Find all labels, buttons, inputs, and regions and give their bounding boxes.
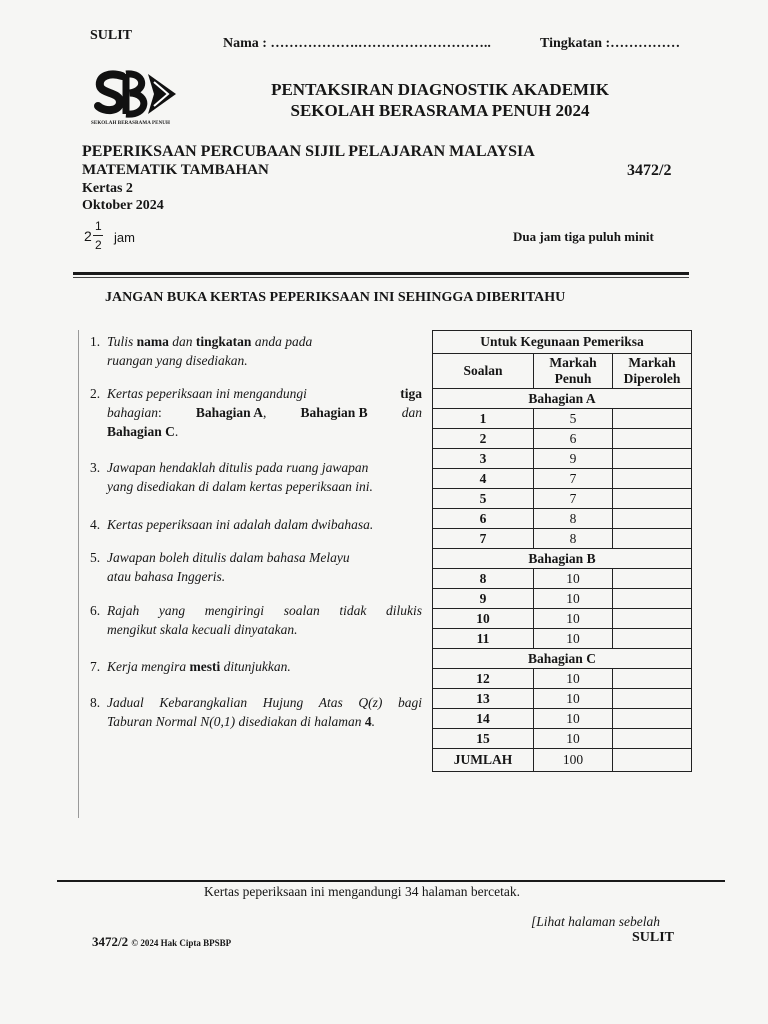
instruction-text: yang disediakan di dalam kertas peperiksaan ini. [107,479,373,494]
instruction-text: Jadual Kebarangkalian Hujung Atas Q(z) bagi [107,695,422,710]
marks-obtained-cell[interactable] [613,489,692,509]
duration-numerator: 1 [95,219,102,233]
table-title-row [433,331,692,354]
footer-divider [57,880,725,882]
classification-bottom: SULIT [632,930,675,945]
page-count-note: Kertas peperiksaan ini mengandungi 34 halaman bercetak. [204,884,521,899]
table-row [433,449,692,469]
marks-table-body [433,331,692,772]
logo-caption: SEKOLAH BERASRAMA PENUH [91,121,170,126]
section-label: Bahagian B [433,549,692,569]
turn-page-note: [Lihat halaman sebelah [531,914,661,929]
instruction-number: 3. [90,460,101,475]
full-marks: 10 [534,589,613,609]
examiner-marks-table [432,330,692,772]
margin-line [78,330,79,818]
paper-code: 3472/2 [627,162,672,179]
instruction-text: Jawapan hendaklah ditulis pada ruang jawapan [107,460,369,475]
instruction-text: Kertas peperiksaan ini adalah dalam dwibahasa. [107,517,374,532]
instruction-number: 6. [90,603,101,618]
instruction-bold: 4 [364,714,372,729]
section-row [433,649,692,669]
question-number: 11 [433,629,534,649]
header-soalan: Soalan [433,354,534,389]
section-row [433,389,692,409]
total-obtained-cell[interactable] [613,749,692,772]
table-row [433,429,692,449]
instruction-text: Kertas peperiksaan ini mengandungi [107,386,307,401]
table-row [433,569,692,589]
duration-words: Dua jam tiga puluh minit [513,229,654,244]
full-marks: 10 [534,569,613,589]
question-number: 2 [433,429,534,449]
table-row [433,709,692,729]
question-number: 4 [433,469,534,489]
section-row [433,549,692,569]
question-number: 8 [433,569,534,589]
instruction-number: 4. [90,517,101,532]
instruction-number: 7. [90,659,101,674]
header-divider [73,272,689,275]
full-marks: 10 [534,609,613,629]
total-label: JUMLAH [433,749,534,772]
instruction-bold: tiga [400,386,422,401]
instruction-text: bahagian [107,405,159,420]
name-field-label: Nama : ……………….……………………….. [223,36,491,51]
instruction-text: dan [401,405,422,420]
instruction-text: atau bahasa Inggeris. [107,569,226,584]
exam-date: Oktober 2024 [82,198,164,213]
full-marks: 7 [534,489,613,509]
table-row [433,489,692,509]
full-marks: 9 [534,449,613,469]
duration-unit: jam [114,230,135,245]
question-number: 14 [433,709,534,729]
instruction-2: 2. Kertas peperiksaan ini mengandungi tiga bahagian: Bahagian A, Bahagian B dan Bahagian C. [90,386,422,439]
instruction-text: Taburan Normal N(0,1) disediakan di halaman [107,714,365,729]
question-number: 13 [433,689,534,709]
footer-paper-code: 3472/2 [92,934,129,949]
footer-code [92,934,231,950]
question-number: 6 [433,509,534,529]
instruction-6 [90,601,422,639]
marks-obtained-cell[interactable] [613,589,692,609]
header-markah-diperoleh: Markah Diperoleh [613,354,692,389]
table-row [433,529,692,549]
instruction-text: dan [168,334,196,349]
instruction-text: mengikut skala kecuali dinyatakan. [107,622,298,637]
instruction-bold: Bahagian A [195,405,264,420]
instruction-3 [90,458,422,496]
marks-obtained-cell[interactable] [613,709,692,729]
subject-name: MATEMATIK TAMBAHAN [82,162,269,178]
marks-obtained-cell[interactable] [613,429,692,449]
copyright: © 2024 Hak Cipta BPSBP [131,938,232,948]
marks-obtained-cell[interactable] [613,409,692,429]
question-number: 7 [433,529,534,549]
marks-obtained-cell[interactable] [613,469,692,489]
section-label: Bahagian C [433,649,692,669]
instruction-5 [90,548,422,586]
duration-whole: 2 [84,228,92,244]
full-marks: 8 [534,529,613,549]
table-row [433,509,692,529]
full-marks: 10 [534,669,613,689]
instruction-7 [90,657,422,676]
marks-obtained-cell[interactable] [613,569,692,589]
table-row [433,729,692,749]
question-number: 10 [433,609,534,629]
instruction-number: 2. [90,386,101,401]
instruction-number: 8. [90,695,101,710]
table-row [433,689,692,709]
full-marks: 5 [534,409,613,429]
instruction-text: Jawapan boleh ditulis dalam bahasa Melayu [107,550,350,565]
classification-top: SULIT [90,28,133,43]
header-markah-penuh: Markah Penuh [534,354,613,389]
instruction-1 [90,332,422,370]
instruction-text: ruangan yang disediakan. [107,353,248,368]
question-number: 3 [433,449,534,469]
question-number: 12 [433,669,534,689]
instruction-text: Kerja mengira [107,659,190,674]
marks-obtained-cell[interactable] [613,609,692,629]
table-title: Untuk Kegunaan Pemeriksa [433,331,692,354]
form-field-label: Tingkatan :…………… [540,36,681,51]
question-number: 15 [433,729,534,749]
marks-obtained-cell[interactable] [613,629,692,649]
section-label: Bahagian A [433,389,692,409]
marks-obtained-cell[interactable] [613,449,692,469]
full-marks: 10 [534,689,613,709]
full-marks: 6 [534,429,613,449]
instruction-text: Rajah yang mengiringi soalan tidak dilukis [107,603,422,618]
instruction-text: . [371,714,376,729]
table-header-row [433,354,692,389]
duration-fraction [84,219,135,255]
instruction-8 [90,693,422,731]
table-row [433,409,692,429]
instruction-4 [90,515,422,534]
instruction-text: ditunjukkan. [220,659,291,674]
table-row [433,609,692,629]
full-marks: 10 [534,629,613,649]
marks-obtained-cell[interactable] [613,509,692,529]
full-marks: 7 [534,469,613,489]
paper-number: Kertas 2 [82,181,133,196]
instruction-number: 1. [90,334,101,349]
header-divider-thin [73,277,689,278]
table-row [433,669,692,689]
question-number: 9 [433,589,534,609]
table-row [433,469,692,489]
instruction-text: anda pada [251,334,313,349]
total-row [433,749,692,772]
duration-denominator: 2 [95,238,102,252]
instruction-bold: Bahagian B [300,405,368,420]
fraction-bar [93,235,103,236]
marks-obtained-cell[interactable] [613,529,692,549]
warning-notice: JANGAN BUKA KERTAS PEPERIKSAAN INI SEHINGGA DIBERITAHU [105,290,566,305]
full-marks: 8 [534,509,613,529]
instruction-text: Tulis [107,334,137,349]
full-marks: 10 [534,729,613,749]
question-number: 5 [433,489,534,509]
header-title-line2: SEKOLAH BERASRAMA PENUH 2024 [290,101,590,120]
table-row [433,629,692,649]
header-title-line1: PENTAKSIRAN DIAGNOSTIK AKADEMIK [271,80,609,99]
marks-obtained-cell[interactable] [613,689,692,709]
instruction-bold: nama [136,334,169,349]
total-value: 100 [534,749,613,772]
exam-title: PEPERIKSAAN PERCUBAAN SIJIL PELAJARAN MALAYSIA [82,143,535,160]
instruction-bold: mesti [189,659,221,674]
marks-obtained-cell[interactable] [613,669,692,689]
full-marks: 10 [534,709,613,729]
marks-obtained-cell[interactable] [613,729,692,749]
instruction-bold: Bahagian C [107,424,175,439]
table-row [433,589,692,609]
question-number: 1 [433,409,534,429]
instruction-bold: tingkatan [195,334,252,349]
instruction-number: 5. [90,550,101,565]
